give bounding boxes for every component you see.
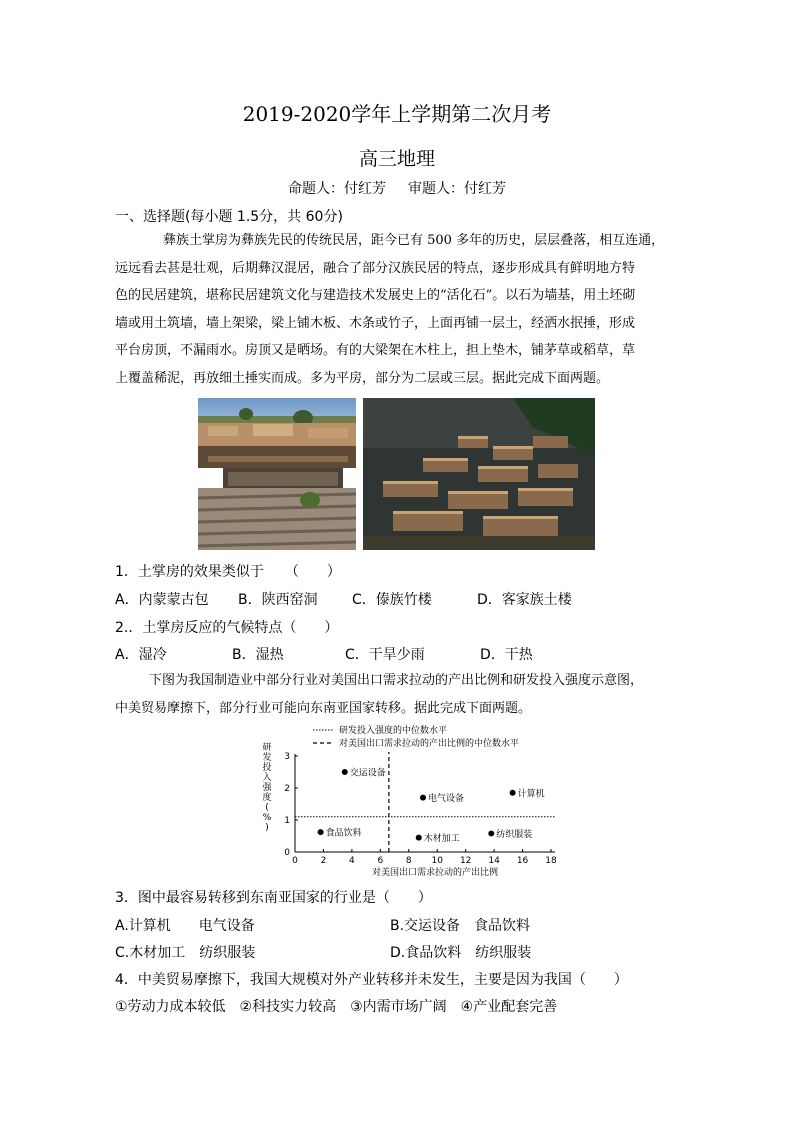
passage-tuzhangfang	[115, 227, 685, 392]
photo-tuzhangfang-rooftop	[198, 398, 356, 550]
q1-option-d[interactable]: D．客家族土楼	[477, 592, 572, 608]
y-tick-label: 0	[284, 848, 290, 858]
x-tick-label: 8	[405, 856, 412, 866]
q4-choices: ①劳动力成本较低 ②科技实力较高 ③内需市场广阔 ④产业配套完善	[115, 999, 558, 1015]
data-point	[342, 769, 348, 775]
x-axis-label: 对美国出口需求拉动的产出比例	[371, 868, 499, 878]
passage-line: 色的民居建筑，堪称民居建筑文化与建造技术发展史上的“活化石”。以石为墙基，用土坯砌	[115, 288, 636, 303]
point-label: 计算机	[517, 789, 545, 800]
point-label: 交运设备	[349, 768, 386, 779]
passage-line: 彝族土掌房为彝族先民的传统民居，距今已有 500 多年的历史，层层叠落，相互连通，	[163, 233, 665, 248]
question-1-stem: 1．土掌房的效果类似于 （ ）	[115, 564, 341, 580]
data-point	[318, 829, 324, 835]
y-tick-label: 3	[284, 752, 290, 762]
x-tick-label: 4	[349, 856, 355, 866]
passage-trade	[115, 667, 685, 722]
x-tick-label: 18	[545, 856, 557, 866]
q2-option-d[interactable]: D．干热	[480, 647, 533, 663]
q1-option-c[interactable]: C．傣族竹楼	[352, 592, 432, 608]
point-label: 食品饮料	[325, 828, 362, 839]
q3-option-a[interactable]: A.计算机 电气设备	[115, 918, 255, 934]
y-axis-label-text: 研发投入强度( % )	[262, 743, 272, 833]
passage-line: 远远看去甚是壮观，后期彝汉混居，融合了部分汉族民居的特点，逐步形成具有鲜明地方特	[115, 260, 636, 276]
section-heading: 一、选择题(每小题 1.5分，共 60分)	[115, 209, 343, 225]
x-tick-label: 14	[488, 856, 500, 866]
x-tick-label: 2	[320, 856, 327, 866]
passage-line: 上覆盖稀泥，再放细土捶实而成。多为平房，部分为二层或三层。据此完成下面两题。	[115, 370, 610, 386]
passage-line: 平台房顶，不漏雨水。房顶又是晒场。有的大梁架在木柱上，担上垫木，铺茅草或稻草，草	[115, 343, 636, 358]
point-label: 木材加工	[423, 834, 460, 845]
passage-line: 中美贸易摩擦下，部分行业可能向东南亚国家转移。据此完成下面两题。	[115, 700, 532, 716]
y-axis-label	[262, 742, 272, 833]
y-tick-label: 1	[284, 816, 290, 826]
setter-label: 命题人：付红芳	[288, 181, 386, 197]
q2-option-c[interactable]: C．干旱少雨	[345, 647, 425, 663]
data-point	[416, 835, 422, 841]
reviewer-label: 审题人：付红芳	[408, 181, 506, 197]
point-label: 电气设备	[428, 794, 465, 805]
q1-option-a[interactable]: A．内蒙蒙古包	[115, 592, 209, 608]
q2-option-b[interactable]: B．湿热	[232, 647, 284, 663]
data-point	[488, 830, 494, 836]
passage-line: 墙或用土筑墙，墙上架梁，梁上铺木板、木条或竹子，上面再铺一层土，经洒水抿捶，形成	[115, 315, 636, 331]
question-3-stem: 3．图中最容易转移到东南亚国家的行业是（ ）	[115, 890, 432, 906]
x-tick-label: 12	[459, 856, 472, 866]
data-point	[510, 790, 516, 796]
legend-entry-rd: 研发投入强度的中位数水平	[339, 726, 448, 736]
q3-option-b[interactable]: B.交运设备 食品饮料	[390, 918, 531, 934]
photo-tuzhangfang-village	[363, 398, 595, 550]
q3-option-d[interactable]: D.食品饮料 纺织服装	[390, 945, 532, 961]
x-tick-label: 0	[292, 856, 298, 866]
question-2-stem: 2.．土掌房反应的气候特点（ ）	[115, 620, 339, 636]
x-tick-label: 16	[516, 856, 529, 866]
q3-option-c[interactable]: C.木材加工 纺织服装	[115, 945, 256, 961]
x-tick-label: 6	[377, 856, 384, 866]
authors-line	[0, 178, 794, 198]
data-point	[420, 795, 426, 801]
legend-entry-export: 对美国出口需求拉动的产出比例的中位数水平	[339, 739, 520, 749]
scatter-chart-svg	[255, 722, 565, 882]
passage-line: 下图为我国制造业中部分行业对美国出口需求拉动的产出比例和研发投入强度示意图，	[149, 673, 644, 688]
q2-option-a[interactable]: A．湿冷	[115, 647, 167, 663]
exam-title: 2019-2020学年上学期第二次月考	[242, 102, 552, 126]
q1-option-b[interactable]: B．陕西窑洞	[238, 592, 318, 608]
x-tick-label: 10	[431, 856, 443, 866]
scatter-chart	[255, 722, 565, 882]
y-tick-label: 2	[284, 784, 290, 794]
exam-subject: 高三地理	[358, 148, 435, 170]
point-label: 纺织服装	[496, 829, 533, 840]
question-4-stem: 4．中美贸易摩擦下，我国大规模对外产业转移并未发生，主要是因为我国（ ）	[115, 972, 628, 988]
